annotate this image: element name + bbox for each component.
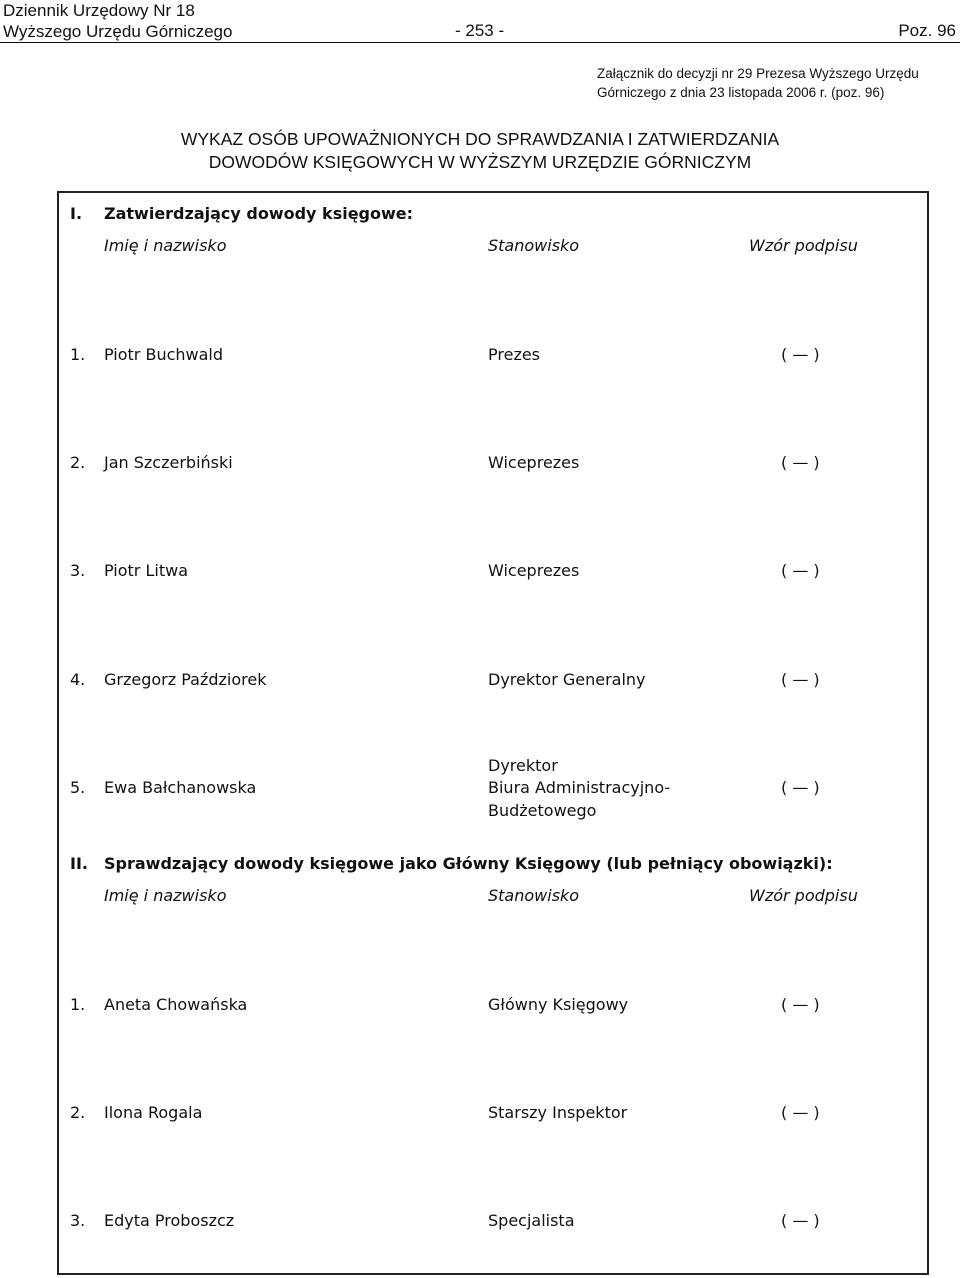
section-2-col-name: Imię i nazwisko (104, 886, 227, 905)
journal-title (3, 0, 232, 42)
person-position-line-3: Budżetowego (488, 801, 597, 820)
journal-line-1: Dziennik Urzędowy Nr 18 (3, 1, 195, 20)
page-number: - 253 - (455, 21, 505, 40)
row-number: 1. (70, 995, 86, 1014)
person-position-line-1: Dyrektor (488, 756, 558, 775)
person-name: Edyta Proboszcz (104, 1211, 235, 1230)
journal-line-2: Wyższego Urzędu Górniczego (3, 22, 233, 41)
signature-placeholder: ( — ) (781, 995, 820, 1014)
annex-line-2: Górniczego z dnia 23 listopada 2006 r. (poz. 96) (597, 85, 885, 100)
person-name: Piotr Litwa (104, 561, 188, 580)
title-line-2: DOWODÓW KSIĘGOWYCH W WYŻSZYM URZĘDZIE GÓRNICZYM (208, 152, 752, 172)
section-1-heading: Zatwierdzający dowody księgowe: (104, 204, 414, 223)
section-2-numeral: II. (70, 854, 88, 873)
section-1-col-signature: Wzór podpisu (749, 236, 858, 255)
person-name: Piotr Buchwald (104, 345, 224, 364)
annex-line-1: Załącznik do decyzji nr 29 Prezesa Wyższego Urzędu (597, 66, 919, 81)
person-name: Ewa Bałchanowska (104, 778, 257, 797)
section-2-col-position: Stanowisko (488, 886, 580, 905)
signature-placeholder: ( — ) (781, 778, 820, 797)
person-name: Aneta Chowańska (104, 995, 248, 1014)
title-line-1: WYKAZ OSÓB UPOWAŻNIONYCH DO SPRAWDZANIA I ZATWIERDZANIA (180, 129, 780, 149)
header-divider (0, 42, 960, 43)
person-position: Starszy Inspektor (488, 1103, 628, 1122)
row-number: 3. (70, 1211, 86, 1230)
row-number: 3. (70, 561, 86, 580)
signature-placeholder: ( — ) (781, 345, 820, 364)
section-2-col-signature: Wzór podpisu (749, 886, 858, 905)
row-number: 1. (70, 345, 86, 364)
section-2-heading: Sprawdzający dowody księgowe jako Główny Księgowy (lub pełniący obowiązki): (104, 854, 833, 873)
position-number: Poz. 96 (898, 21, 956, 40)
document-title (0, 128, 960, 174)
signature-placeholder: ( — ) (781, 1211, 820, 1230)
person-name: Ilona Rogala (104, 1103, 203, 1122)
person-position-line-2: Biura Administracyjno- (488, 778, 671, 797)
person-name: Jan Szczerbiński (104, 453, 233, 472)
section-1-col-name: Imię i nazwisko (104, 236, 227, 255)
section-1-numeral: I. (70, 204, 83, 223)
row-number: 2. (70, 1103, 86, 1122)
person-position: Dyrektor Generalny (488, 670, 646, 689)
row-number: 4. (70, 670, 86, 689)
row-number: 5. (70, 778, 86, 797)
signature-placeholder: ( — ) (781, 670, 820, 689)
signature-placeholder: ( — ) (781, 561, 820, 580)
signature-placeholder: ( — ) (781, 453, 820, 472)
annex-note (597, 64, 919, 102)
row-number: 2. (70, 453, 86, 472)
person-position: Wiceprezes (488, 453, 580, 472)
person-position: Główny Księgowy (488, 995, 629, 1014)
person-position: Specjalista (488, 1211, 575, 1230)
section-1-col-position: Stanowisko (488, 236, 580, 255)
person-position: Wiceprezes (488, 561, 580, 580)
signature-placeholder: ( — ) (781, 1103, 820, 1122)
person-name: Grzegorz Paździorek (104, 670, 267, 689)
person-position: Prezes (488, 345, 541, 364)
